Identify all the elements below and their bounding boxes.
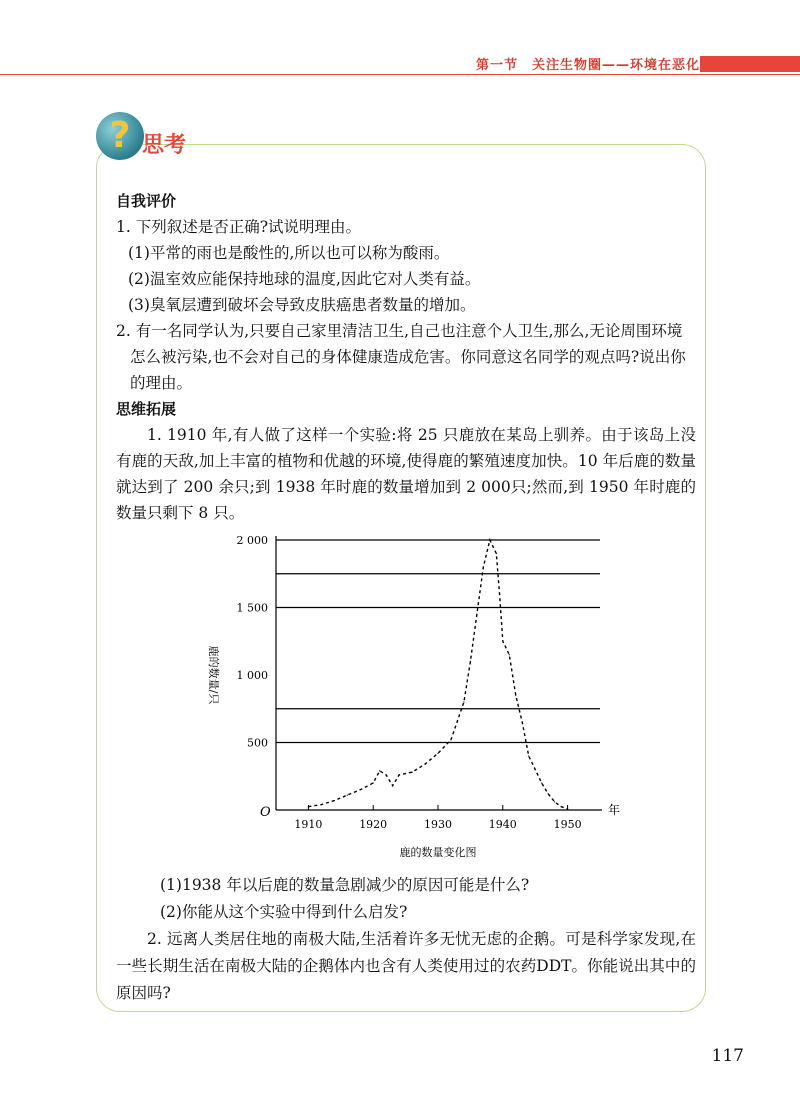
y-tick-label: 1 500 — [236, 601, 268, 615]
data-point — [360, 789, 361, 790]
origin-label: O — [260, 805, 271, 820]
penguin-question: 2. 远离人类居住地的南极大陆,生活着许多无忧无虑的企鹅。可是科学家发现,在一些长期生活在南极大陆的企鹅体内也含有人类使用过的农药DDT。你能说出其中的原因吗? — [116, 930, 696, 1002]
data-point — [321, 804, 322, 805]
page-number: 117 — [711, 1046, 744, 1066]
data-point — [502, 641, 503, 642]
x-tick-label: 1940 — [488, 818, 517, 831]
data-point — [483, 566, 484, 567]
question-mark-icon: ? — [96, 112, 144, 160]
header-accent-bar — [700, 56, 800, 72]
sub-question-1: (1)1938 年以后鹿的数量急剧减少的原因可能是什么? — [160, 876, 530, 894]
data-point — [308, 806, 309, 807]
data-series — [308, 539, 568, 809]
chart-gridlines — [276, 540, 600, 743]
follow-up-questions — [116, 872, 696, 1007]
y-tick-label: 500 — [247, 736, 268, 750]
chapter-header: 第一节 关注生物圈——环境在恶化 — [475, 58, 700, 73]
chart-title: 鹿的数量变化图 — [399, 846, 477, 859]
data-point — [450, 739, 451, 740]
y-tick-label: 2 000 — [236, 534, 268, 547]
data-point — [399, 774, 400, 775]
question-1: 1. 下列叙述是否正确?试说明理由。 — [116, 218, 362, 236]
data-point — [347, 795, 348, 796]
data-point — [548, 793, 549, 794]
x-tick-label: 1920 — [359, 818, 388, 831]
data-point — [373, 782, 374, 783]
data-point — [463, 701, 464, 702]
expand-heading: 思维拓展 — [116, 400, 177, 418]
data-point — [496, 553, 497, 554]
x-tick-labels — [294, 805, 581, 831]
data-point — [334, 800, 335, 801]
deer-experiment-text: 1. 1910 年,有人做了这样一个实验:将 25 只鹿放在某岛上驯养。由于该岛上没有鹿的天敌,加上丰富的植物和优越的环境,使得鹿的繁殖速度加快。10 年后鹿的数量就达到了 200 余只;到 1938 年时鹿的数量增加到 2 000只;然而,到 1950 年时鹿的数量只剩下 8 只。 — [116, 426, 696, 522]
y-tick-label: 1 000 — [236, 669, 268, 682]
data-point — [386, 774, 387, 775]
header-rule — [0, 74, 800, 75]
data-point — [541, 782, 542, 783]
sub-question-2: (2)你能从这个实验中得到什么启发? — [160, 903, 408, 921]
data-point — [424, 764, 425, 765]
data-point — [535, 769, 536, 770]
data-point — [470, 661, 471, 662]
think-title: 思考 — [142, 133, 187, 158]
data-point — [476, 614, 477, 615]
self-eval-heading: 自我评价 — [116, 192, 177, 210]
y-axis-label: 鹿的数量/只 — [207, 645, 220, 705]
x-tick-label: 1930 — [424, 818, 452, 831]
question-2: 2. 有一名同学认为,只要自己家里清洁卫生,自己也注意个人卫生,那么,无论周围环境怎么被污染,也不会对自己的身体健康造成危害。你同意这名同学的观点吗?说出你的理由。 — [116, 322, 686, 392]
data-point — [567, 808, 568, 809]
data-point — [437, 753, 438, 754]
data-point — [379, 770, 380, 771]
think-content — [116, 188, 696, 526]
x-tick-label: 1910 — [294, 818, 323, 831]
question-1-item: (1)平常的雨也是酸性的,所以也可以称为酸雨。 — [128, 244, 450, 262]
question-1-item: (2)温室效应能保持地球的温度,因此它对人类有益。 — [128, 270, 481, 288]
data-point — [392, 785, 393, 786]
data-point — [522, 722, 523, 723]
y-tick-labels — [237, 534, 269, 750]
question-1-item: (3)臭氧层遭到破坏会导致皮肤癌患者数量的增加。 — [128, 296, 476, 314]
data-point — [499, 593, 500, 594]
data-point — [489, 539, 490, 540]
deer-population-chart — [196, 528, 636, 868]
x-axis-label: 年 — [608, 803, 621, 817]
series-line — [308, 540, 567, 809]
x-tick-label: 1950 — [553, 818, 582, 831]
data-point — [554, 801, 555, 802]
data-point — [515, 695, 516, 696]
data-point — [509, 654, 510, 655]
data-point — [411, 772, 412, 773]
data-point — [528, 755, 529, 756]
data-point — [561, 806, 562, 807]
